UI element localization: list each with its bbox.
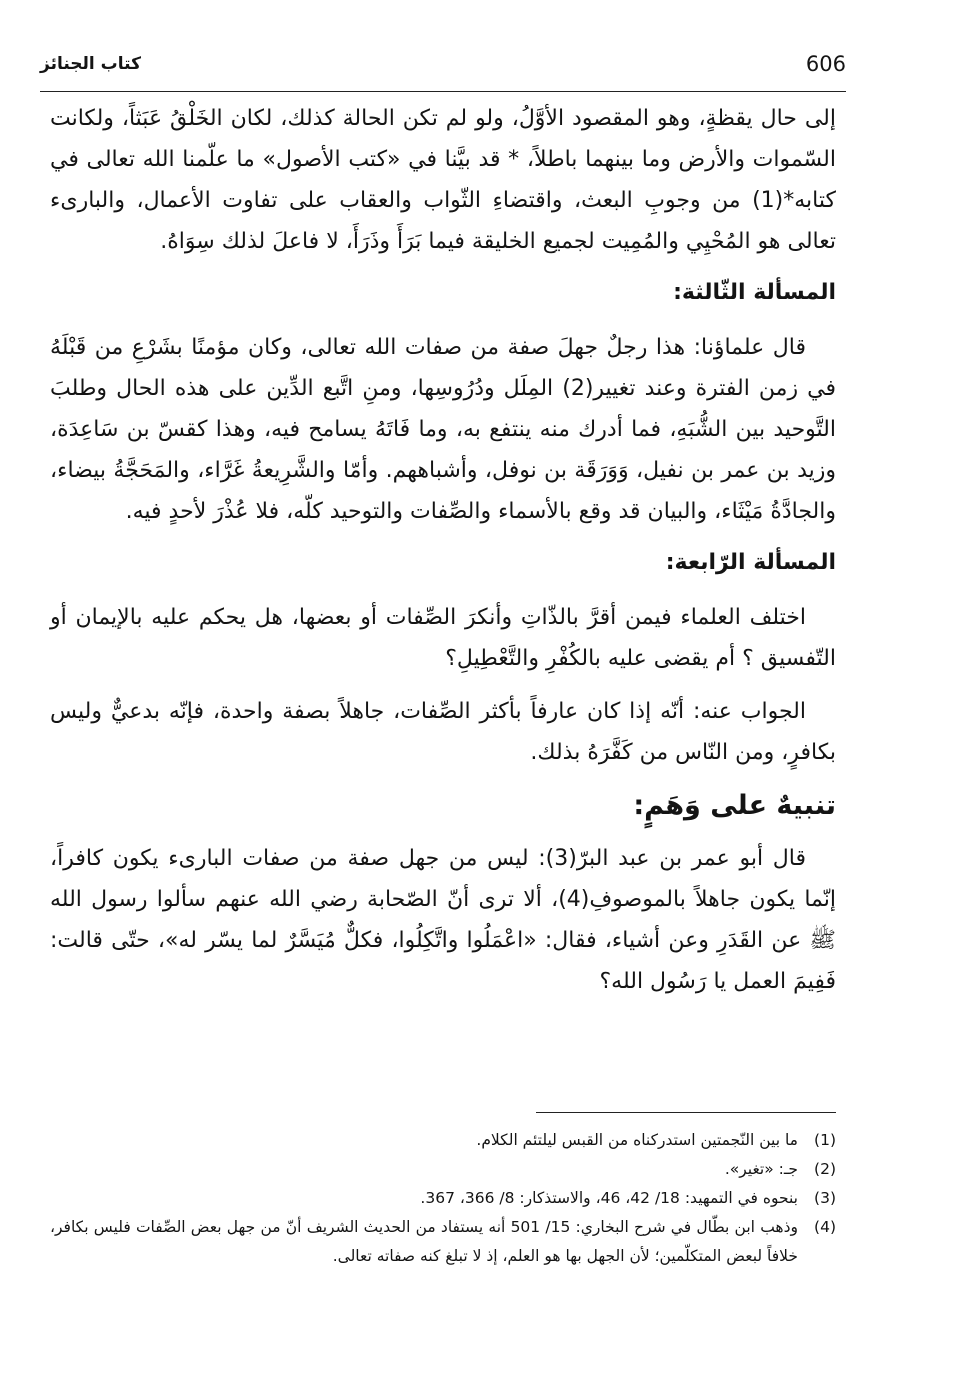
footnote-number: (4) [814,1218,836,1236]
footnote [50,1155,836,1184]
footnote-number: (2) [814,1160,836,1178]
paragraph-3: اختلف العلماء فيمن أقرَّ بالذّاتِ وأنكرَ الصِّفات أو بعضها، هل يحكم عليه بالإيمان أو التّفسيق ؟ أم يقضى عليه بالكُفْرِ والتَّعْطِيلِ؟ [50,605,836,671]
paragraph-2: قال علماؤنا: هذا رجلٌ جهلَ صفة من صفات الله تعالى، وكان مؤمنًا بشَرْعِ من قَبْلَهُ في زمن الفترة وعند تغيير(2) المِلَل ودُرُوسِها، ومنِ اتَّبع الدِّين على هذه الحال وطلبَ التَّوحيد بين الشُّبَهِ، فما أدرك منه ينتفع به، وما فَاتَهُ يسامح فيه، وهذا كقسّ بن سَاعِدَة، وزيد بن عمر بن نفيل، وَوَرَقَة بن نوفل، وأشباههم. وأمّا والشَّرِيعةُ غَرَّاء، والمَحَجَّةُ بيضاء، والجادَّةُ مَيْثَاء، والبيان قد وقع بالأسماء والصِّفات والتوحيد كلّه، فلا عُذْرَ لأحدٍ فيه. [50,335,836,524]
running-title: كتاب الجنائز [40,54,141,74]
section-heading-notice: تنبيهٌ على وَهَمٍ: [633,790,836,821]
paragraph-4: الجواب عنه: أنّه إذا كان عارفاً بأكثر الصِّفات، جاهلاً بصفة واحدة، فإنّه بدعيٌّ وليس بكافرٍ، ومن النّاس من كَفَّرَهُ بذلك. [50,699,836,765]
footnote-number: (3) [814,1189,836,1207]
page-number: 606 [805,52,846,76]
footnote-text: جـ: «تغير». [724,1160,798,1178]
footnote [50,1184,836,1213]
paragraph-1: إلى حال يقظةٍ، وهو المقصود الأوَّلُ، ولو لم تكن الحالة كذلك، لكان الخَلْقُ عَبَثاً، ولكانت السّموات والأرض وما بينهما باطلاً، * قد بيَّنا في «كتب الأصول» ما علّمنا الله تعالى في كتابه*(1) من وجوبِ البعث، واقتضاءِ الثّواب والعقاب على تفاوت الأعمال، والبارىء تعالى هو المُحْيِي والمُمِيت لجميع الخليقة فيما بَرَأَ وذَرَأَ، لا فاعلَ لذلك سِوَاهُ. [50,106,836,254]
section-heading-fourth-issue: المسألة الرّابعة: [665,550,836,575]
footnote-text: وذهب ابن بطّال في شرح البخاري: 15/ 501 أنه يستفاد من الحديث الشريف أنّ من جهل بعض الصِّفات فليس بكافر، خلافاً لبعض المتكلّمين؛ لأن الجهل بها هو العلم، إذ لا تبلغ كنه صفاته تعالى. [50,1218,798,1265]
footnote-text: ما بين النّجمتين استدركناه من القبس ليلتئم الكلام. [476,1131,798,1149]
header-divider [40,91,846,92]
footnote [50,1213,836,1271]
footnotes [50,1126,836,1271]
footnote-number: (1) [814,1131,836,1149]
page-header [40,46,846,90]
section-heading-third-issue: المسألة الثّالثة: [673,280,836,305]
paragraph-5: قال أبو عمر بن عبد البرّ(3): ليس من جهل صفة من صفات البارىء يكون كافراً، إنّما يكون جاهلاً بالموصوفِ(4)، ألا ترى أنّ الصّحابة رضي الله عنهم سألوا رسول الله ﷺ عن القَدَرِ وعن أشياء، فقال: «اعْمَلُوا واتَّكِلُوا، فكلٌّ مُيَسَّرٌ لما يسّر له»، حتّى قالت: فَفِيمَ العمل يا رَسُول الله؟ [50,846,836,994]
footnote-text: بنحوه في التمهيد: 18/ 42، 46، والاستذكار: 8/ 366، 367. [420,1189,798,1207]
main-text [50,98,836,1002]
footnote-divider [536,1112,836,1113]
footnote [50,1126,836,1155]
